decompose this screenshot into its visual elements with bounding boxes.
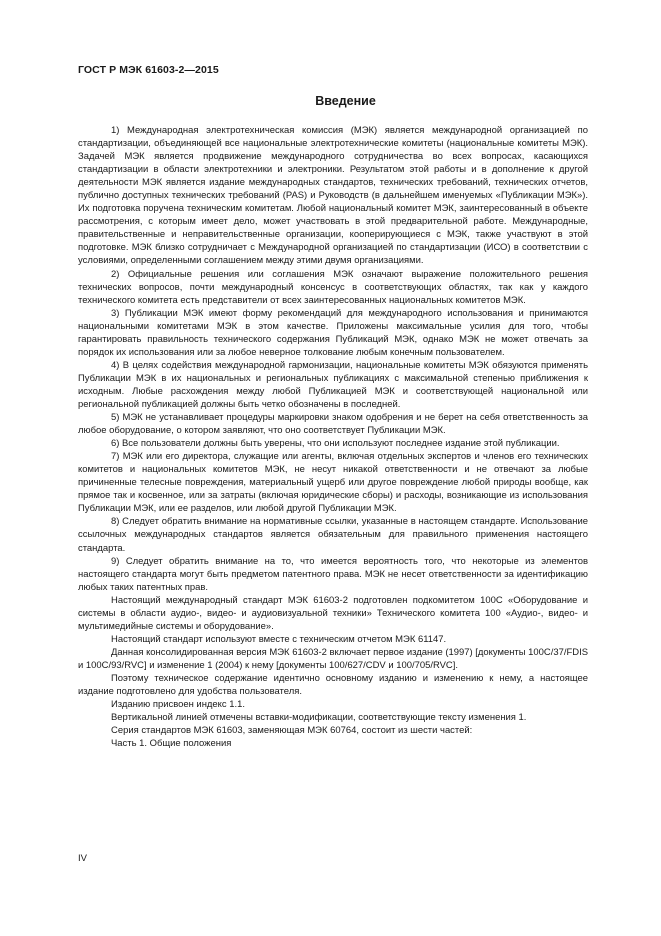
paragraph-vertical-line-note: Вертикальной линией отмечены вставки-модификации, соответствующие тексту изменения 1.: [111, 712, 527, 724]
paragraph-7: 7) МЭК или его директора, служащие или агенты, включая отдельных экспертов и членов его технических комитетов и национальных комитетов МЭК, не несут никакой ответственности и не отвечают за любые причиненные телесные повреждения, материальный ущерб или другое повреждение любой природы вообще, как прямое так и косвенное, или за затраты (включая юридические сборы) и расходы, возникающие из использования Публикации МЭК, или ее разделов, или любой другой Публикации МЭК.: [78, 451, 588, 515]
paragraph-edition-index: Изданию присвоен индекс 1.1.: [111, 699, 245, 711]
paragraph-5: 5) МЭК не устанавливает процедуры маркировки знаком одобрения и не берет на себя ответственность за любое оборудование, о котором заявляют, что оно соответствует Публикации МЭК.: [78, 412, 588, 437]
paragraph-consolidated-version: Данная консолидированная версия МЭК 61603-2 включает первое издание (1997) [документы 100С/37/FDIS и 100С/93/RVC] и изменение 1 (2004) к нему [документы 100/627/CDV и 100/705/RVC].: [78, 646, 588, 671]
paragraph-8: 8) Следует обратить внимание на нормативные ссылки, указанные в настоящем стандарте. Использование ссылочных международных стандартов является обязательным для правильного применения настоящего стандарта.: [78, 516, 588, 554]
paragraph-used-with: Настоящий стандарт используют вместе с техническим отчетом МЭК 61147.: [111, 633, 447, 645]
paragraph-prepared-by: Настоящий международный стандарт МЭК 61603-2 подготовлен подкомитетом 100С «Оборудование и системы в области аудио-, видео- и аудиовизуальной техники» Технического комитета 100 «Аудио-, видео- и мультимедийные системы и оборудование».: [78, 594, 588, 632]
section-body: [78, 124, 588, 750]
standard-header: ГОСТ Р МЭК 61603-2—2015: [78, 64, 219, 76]
paragraph-6: 6) Все пользователи должны быть уверены, что они используют последнее издание этой публикации.: [111, 438, 560, 450]
paragraph-3: 3) Публикации МЭК имеют форму рекомендаций для международного использования и принимаются национальными комитетами МЭК в этом качестве. Приложены максимальные усилия для того, чтобы гарантировать правильность технического содержания Публикаций МЭК, однако МЭК не может отвечать за порядок их использования или за любое неверное толкование любым конечным пользователем.: [78, 307, 588, 358]
section-title: Введение: [315, 94, 376, 108]
paragraph-9: 9) Следует обратить внимание на то, что имеется вероятность того, что некоторые из элементов настоящего стандарта могут быть предметом патентного права. МЭК не несет ответственности за идентификацию любых таких патентных прав.: [78, 555, 588, 593]
paragraph-series-parts: Серия стандартов МЭК 61603, заменяющая МЭК 60764, состоит из шести частей:: [111, 725, 473, 737]
paragraph-2: 2) Официальные решения или соглашения МЭК означают выражение положительного решения технических вопросов, почти международный консенсус в соответствующих областях, так как у каждого технического комитета есть представители от всех заинтересованных национальных комитетов МЭК.: [78, 268, 588, 306]
paragraph-technical-content: Поэтому техническое содержание идентично основному изданию и изменению к нему, а настоящее издание подготовлено для удобства пользователя.: [78, 672, 588, 698]
paragraph-part-1: Часть 1. Общие положения: [111, 738, 232, 750]
page-number: IV: [78, 853, 87, 864]
paragraph-4: 4) В целях содействия международной гармонизации, национальные комитеты МЭК обязуются применять Публикации МЭК в их национальных и региональных публикациях с максимальной степенью приближения к исходным. Любые расхождения между любой Публикацией МЭК и соответствующей национальной или региональной публикацией должны быть четко обозначены в последней.: [78, 359, 588, 410]
paragraph-1: 1) Международная электротехническая комиссия (МЭК) является международной организацией по стандартизации, объединяющей все национальные электротехнические комитеты (национальные комитеты МЭК). Задачей МЭК является продвижение международного сотрудничества во всех вопросах, касающихся стандартизации в области электротехники и электроники. Результатом этой работы и в дополнение к другой деятельности МЭК является издание международных стандартов, технических требований, технических отчетов, публично доступных технических требований (PAS) и Руководств (в дальнейшем именуемых «Публикации МЭК»). Их подготовка поручена техническим комитетам. Любой национальный комитет МЭК, заинтересованный в объекте рассмотрения, с которым имеет дело, может участвовать в этой предварительной работе. Международные, правительственные и неправительственные организации, кооперирующиеся с МЭК, также участвуют в этой подготовке. МЭК близко сотрудничает с Международной организацией по стандартизации (ИСО) в соответствии с условиями, определенными соглашением между этими двумя организациями.: [78, 125, 588, 267]
